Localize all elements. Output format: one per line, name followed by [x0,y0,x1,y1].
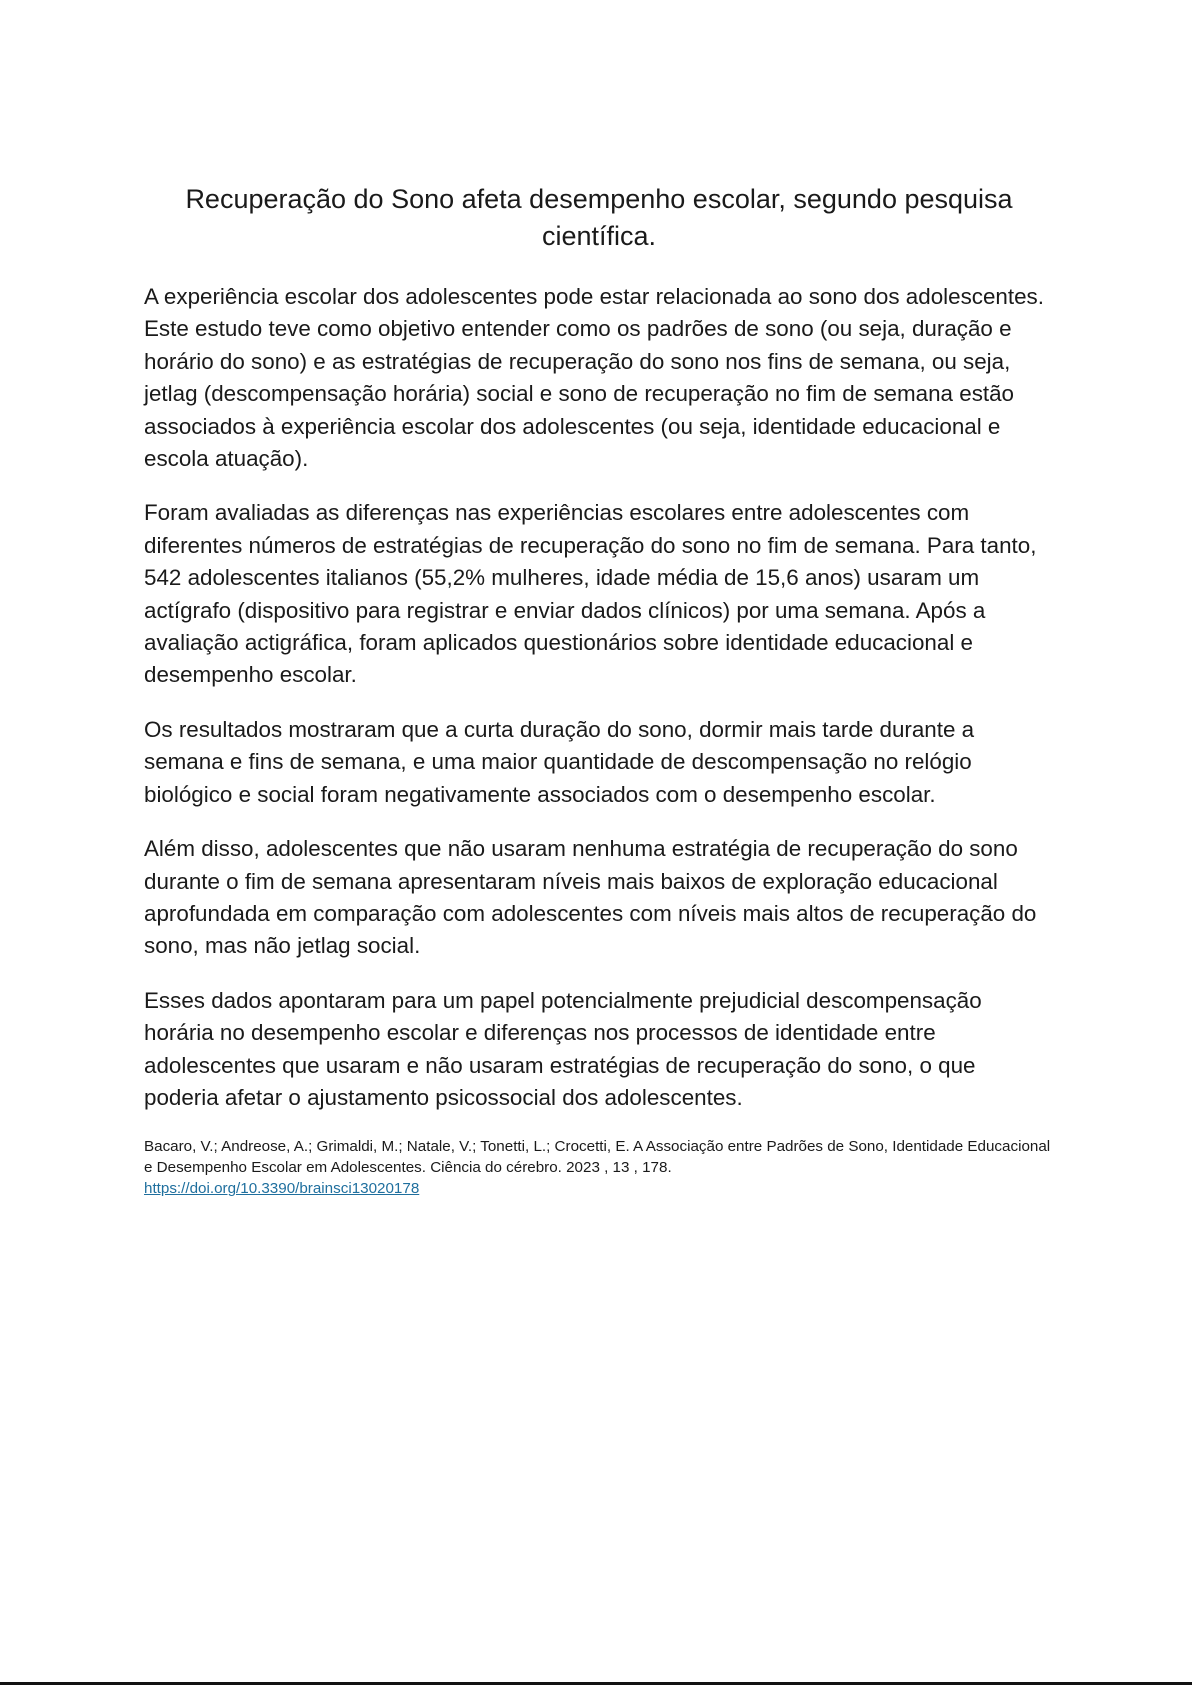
document-title: Recuperação do Sono afeta desempenho escolar, segundo pesquisa científica. [185,184,1013,251]
paragraph-conclusion: Esses dados apontaram para um papel potencialmente prejudicial descompensação horária no desempenho escolar e diferenças nos processos de identidade entre adolescentes que usaram e não usaram estratégias de recuperação do sono, o que poderia afetar o ajustamento psicossocial dos adolescentes. [144,987,982,1110]
document-content [144,181,1054,1199]
citation-text: Bacaro, V.; Andreose, A.; Grimaldi, M.; Natale, V.; Tonetti, L.; Crocetti, E. A Associação entre Padrões de Sono, Identidade Educacional e Desempenho Escolar em Adolescentes. Ciência do cérebro. 2023 , 13 , 178. [144,1138,1051,1177]
citation-block [144,1136,1054,1199]
doi-link[interactable]: https://doi.org/10.3390/brainsci13020178 [144,1180,420,1198]
paragraph-additional-findings: Além disso, adolescentes que não usaram nenhuma estratégia de recuperação do sono durante o fim de semana apresentaram níveis mais baixos de exploração educacional aprofundada em comparação com adolescentes com níveis mais altos de recuperação do sono, mas não jetlag social. [144,836,1037,959]
paragraph-results: Os resultados mostraram que a curta duração do sono, dormir mais tarde durante a semana e fins de semana, e uma maior quantidade de descompensação no relógio biológico e social foram negativamente associados com o desempenho escolar. [144,716,975,807]
paragraph-methods: Foram avaliadas as diferenças nas experiências escolares entre adolescentes com diferentes números de estratégias de recuperação do sono no fim de semana. Para tanto, 542 adolescentes italianos (55,2% mulheres, idade média de 15,6 anos) usaram um actígrafo (dispositivo para registrar e enviar dados clínicos) por uma semana. Após a avaliação actigráfica, foram aplicados questionários sobre identidade educacional e desempenho escolar. [144,500,1037,688]
paragraph-intro: A experiência escolar dos adolescentes pode estar relacionada ao sono dos adolescentes. Este estudo teve como objetivo entender como os padrões de sono (ou seja, duração e horário do sono) e as estratégias de recuperação do sono nos fins de semana, ou seja, jetlag (descompensação horária) social e sono de recuperação no fim de semana estão associados à experiência escolar dos adolescentes (ou seja, identidade educacional e escola atuação). [144,284,1044,472]
